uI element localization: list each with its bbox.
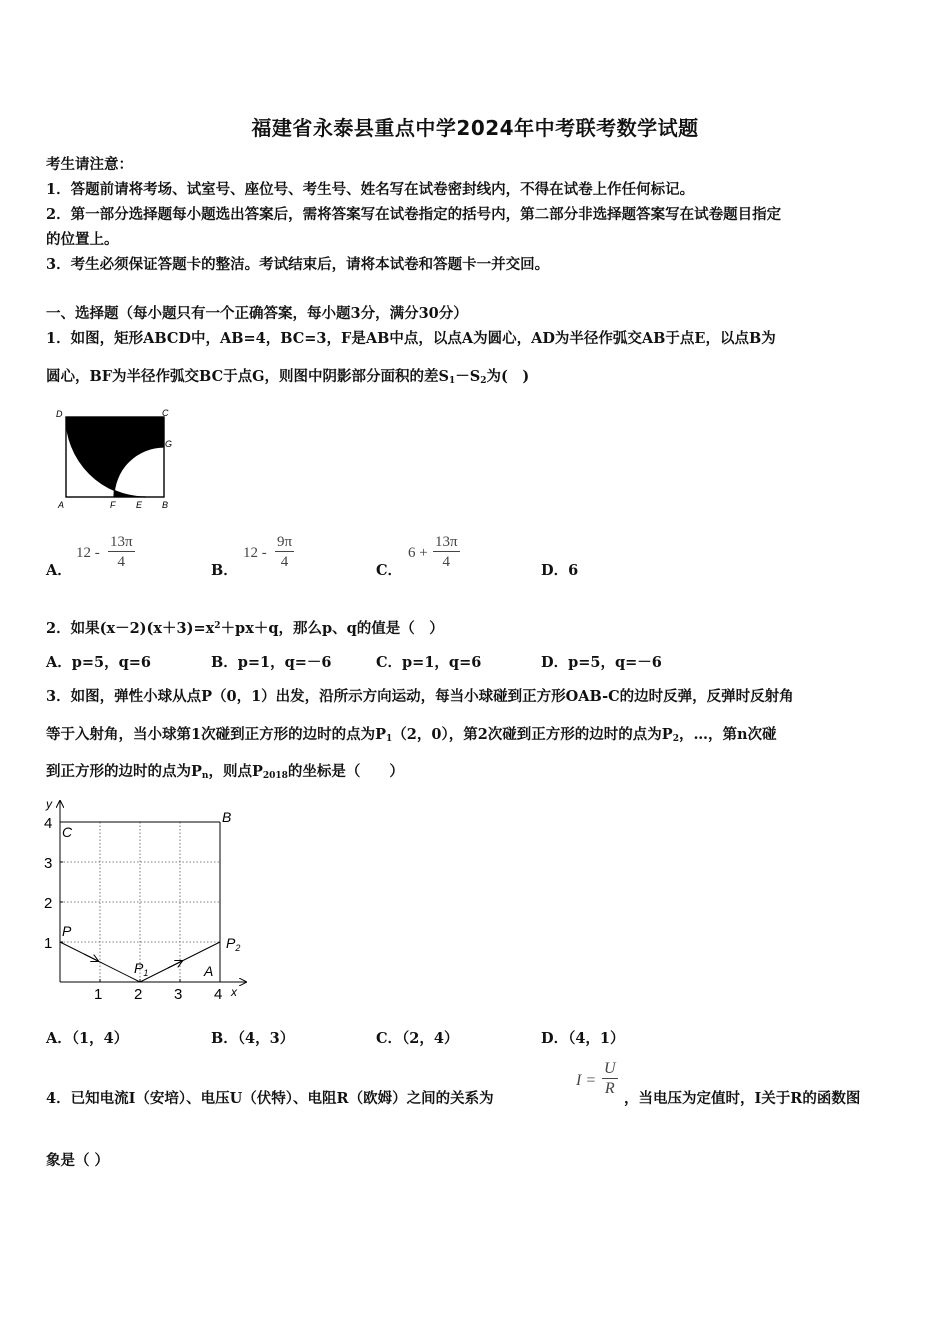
y-tick-1: 1 <box>44 935 53 952</box>
q1-option-a-fraction: $\frac{13\pi}{4}$ <box>110 534 133 570</box>
q1-option-c-letter[interactable]: C． <box>376 562 403 579</box>
q3-square-figure <box>38 795 258 1005</box>
q1-option-b-fraction: $\frac{9\pi}{4}$ <box>277 534 293 570</box>
label-B: B <box>162 500 169 510</box>
y-tick-3: 3 <box>44 855 53 872</box>
q4-stem-b: ，当电压为定值时，I关于R的函数图 <box>624 1090 861 1107</box>
point-label-A: A <box>204 963 214 979</box>
point-label-P1: $P_1$ <box>134 960 149 978</box>
x-tick-4: 4 <box>214 986 223 1003</box>
y-tick-2: 2 <box>44 895 53 912</box>
point-label-P: P <box>62 923 72 939</box>
q1-option-b-letter[interactable]: B． <box>211 562 238 579</box>
notice-heading: 考生请注意： <box>46 156 133 173</box>
label-C: C <box>162 408 169 418</box>
notice-item-3: 3．考生必须保证答题卡的整洁。考试结束后，请将本试卷和答题卡一并交回。 <box>46 256 550 273</box>
section-heading: 一、选择题（每小题只有一个正确答案，每小题3分，满分30分） <box>46 305 468 322</box>
notice-item-2-cont: 的位置上。 <box>46 231 119 248</box>
label-E: E <box>136 500 143 510</box>
q1-option-a-pre: 12 - <box>76 545 100 561</box>
point-label-P2: $P_2$ <box>226 935 241 953</box>
q3-option-a[interactable]: A．（1，4） <box>46 1030 129 1047</box>
q2-option-a[interactable]: A．p=5，q=6 <box>46 654 152 671</box>
x-tick-1: 1 <box>94 986 103 1003</box>
q2-option-b[interactable]: B．p=1，q=－6 <box>211 654 332 671</box>
q3-stem-line2: 等于入射角，当小球第1次碰到正方形的边时的点为$P_1(2$，0），第2次碰到正方形的边时的点为$P_2$，…，第n次碰 <box>46 726 777 744</box>
q4-stem-a: 4．已知电流I（安培）、电压U（伏特）、电阻R（欧姆）之间的关系为 <box>46 1090 494 1107</box>
q2-option-d[interactable]: D．p=5，q=－6 <box>541 654 662 671</box>
q1-option-b-pre: 12 - <box>243 545 267 561</box>
label-G: G <box>165 439 173 449</box>
point-label-C: C <box>62 824 73 840</box>
x-tick-2: 2 <box>134 986 143 1003</box>
q3-stem-line1: 3．如图，弹性小球从点P（0，1）出发，沿所示方向运动，每当小球碰到正方形OAB-C的边时反弹，反弹时反射角 <box>46 688 794 705</box>
axis-label-x: x <box>231 985 237 999</box>
point-label-B: B <box>222 809 232 825</box>
q3-option-b[interactable]: B．（4，3） <box>211 1030 295 1047</box>
q1-option-d[interactable]: D．6 <box>541 562 579 579</box>
label-F: F <box>110 500 116 510</box>
notice-item-1: 1．答题前请将考场、试室号、座位号、考生号、姓名写在试卷密封线内，不得在试卷上作任何标记。 <box>46 181 695 198</box>
q4-stem-c: 象是（ ） <box>46 1152 110 1169</box>
exam-title: 福建省永泰县重点中学2024年中考联考数学试题 <box>251 116 699 140</box>
label-D: D <box>56 409 63 419</box>
x-tick-3: 3 <box>174 986 183 1003</box>
label-A: A <box>58 500 65 510</box>
q3-option-d[interactable]: D．（4，1） <box>541 1030 625 1047</box>
q1-option-c-fraction: $\frac{13\pi}{4}$ <box>435 534 458 570</box>
q1-option-a-letter[interactable]: A． <box>46 562 72 579</box>
q3-option-c[interactable]: C．（2，4） <box>376 1030 459 1047</box>
q2-option-c[interactable]: C．p=1，q=6 <box>376 654 482 671</box>
q3-stem-line3: 到正方形的边时的点为$P_n$，则点$P_{2018}$的坐标是（ ） <box>46 763 404 781</box>
y-tick-4: 4 <box>44 815 53 832</box>
q1-option-c-pre: 6 + <box>408 545 428 561</box>
notice-item-2: 2．第一部分选择题每小题选出答案后，需将答案写在试卷指定的括号内，第二部分非选择题答案写在试卷题目指定 <box>46 206 782 223</box>
q1-rectangle-figure <box>52 405 180 513</box>
q2-stem: 2．如果$(x-2)(x+3)=x^2+px+q$，那么p、q的值是（ ） <box>46 620 444 637</box>
q1-stem-line2: 圆心，BF为半径作弧交BC于点G，则图中阴影部分面积的差$S_1-S_2$为( ) <box>46 368 530 386</box>
q1-stem-line1: 1．如图，矩形ABCD中，AB=4，BC=3，F是AB中点，以点A为圆心，AD为半径作弧交AB于点E，以点B为 <box>46 330 776 347</box>
axis-label-y: y <box>46 797 52 811</box>
q4-formula-fraction: $\frac{U}{R}$ <box>604 1060 616 1097</box>
q4-formula-lhs: I = <box>576 1072 597 1089</box>
